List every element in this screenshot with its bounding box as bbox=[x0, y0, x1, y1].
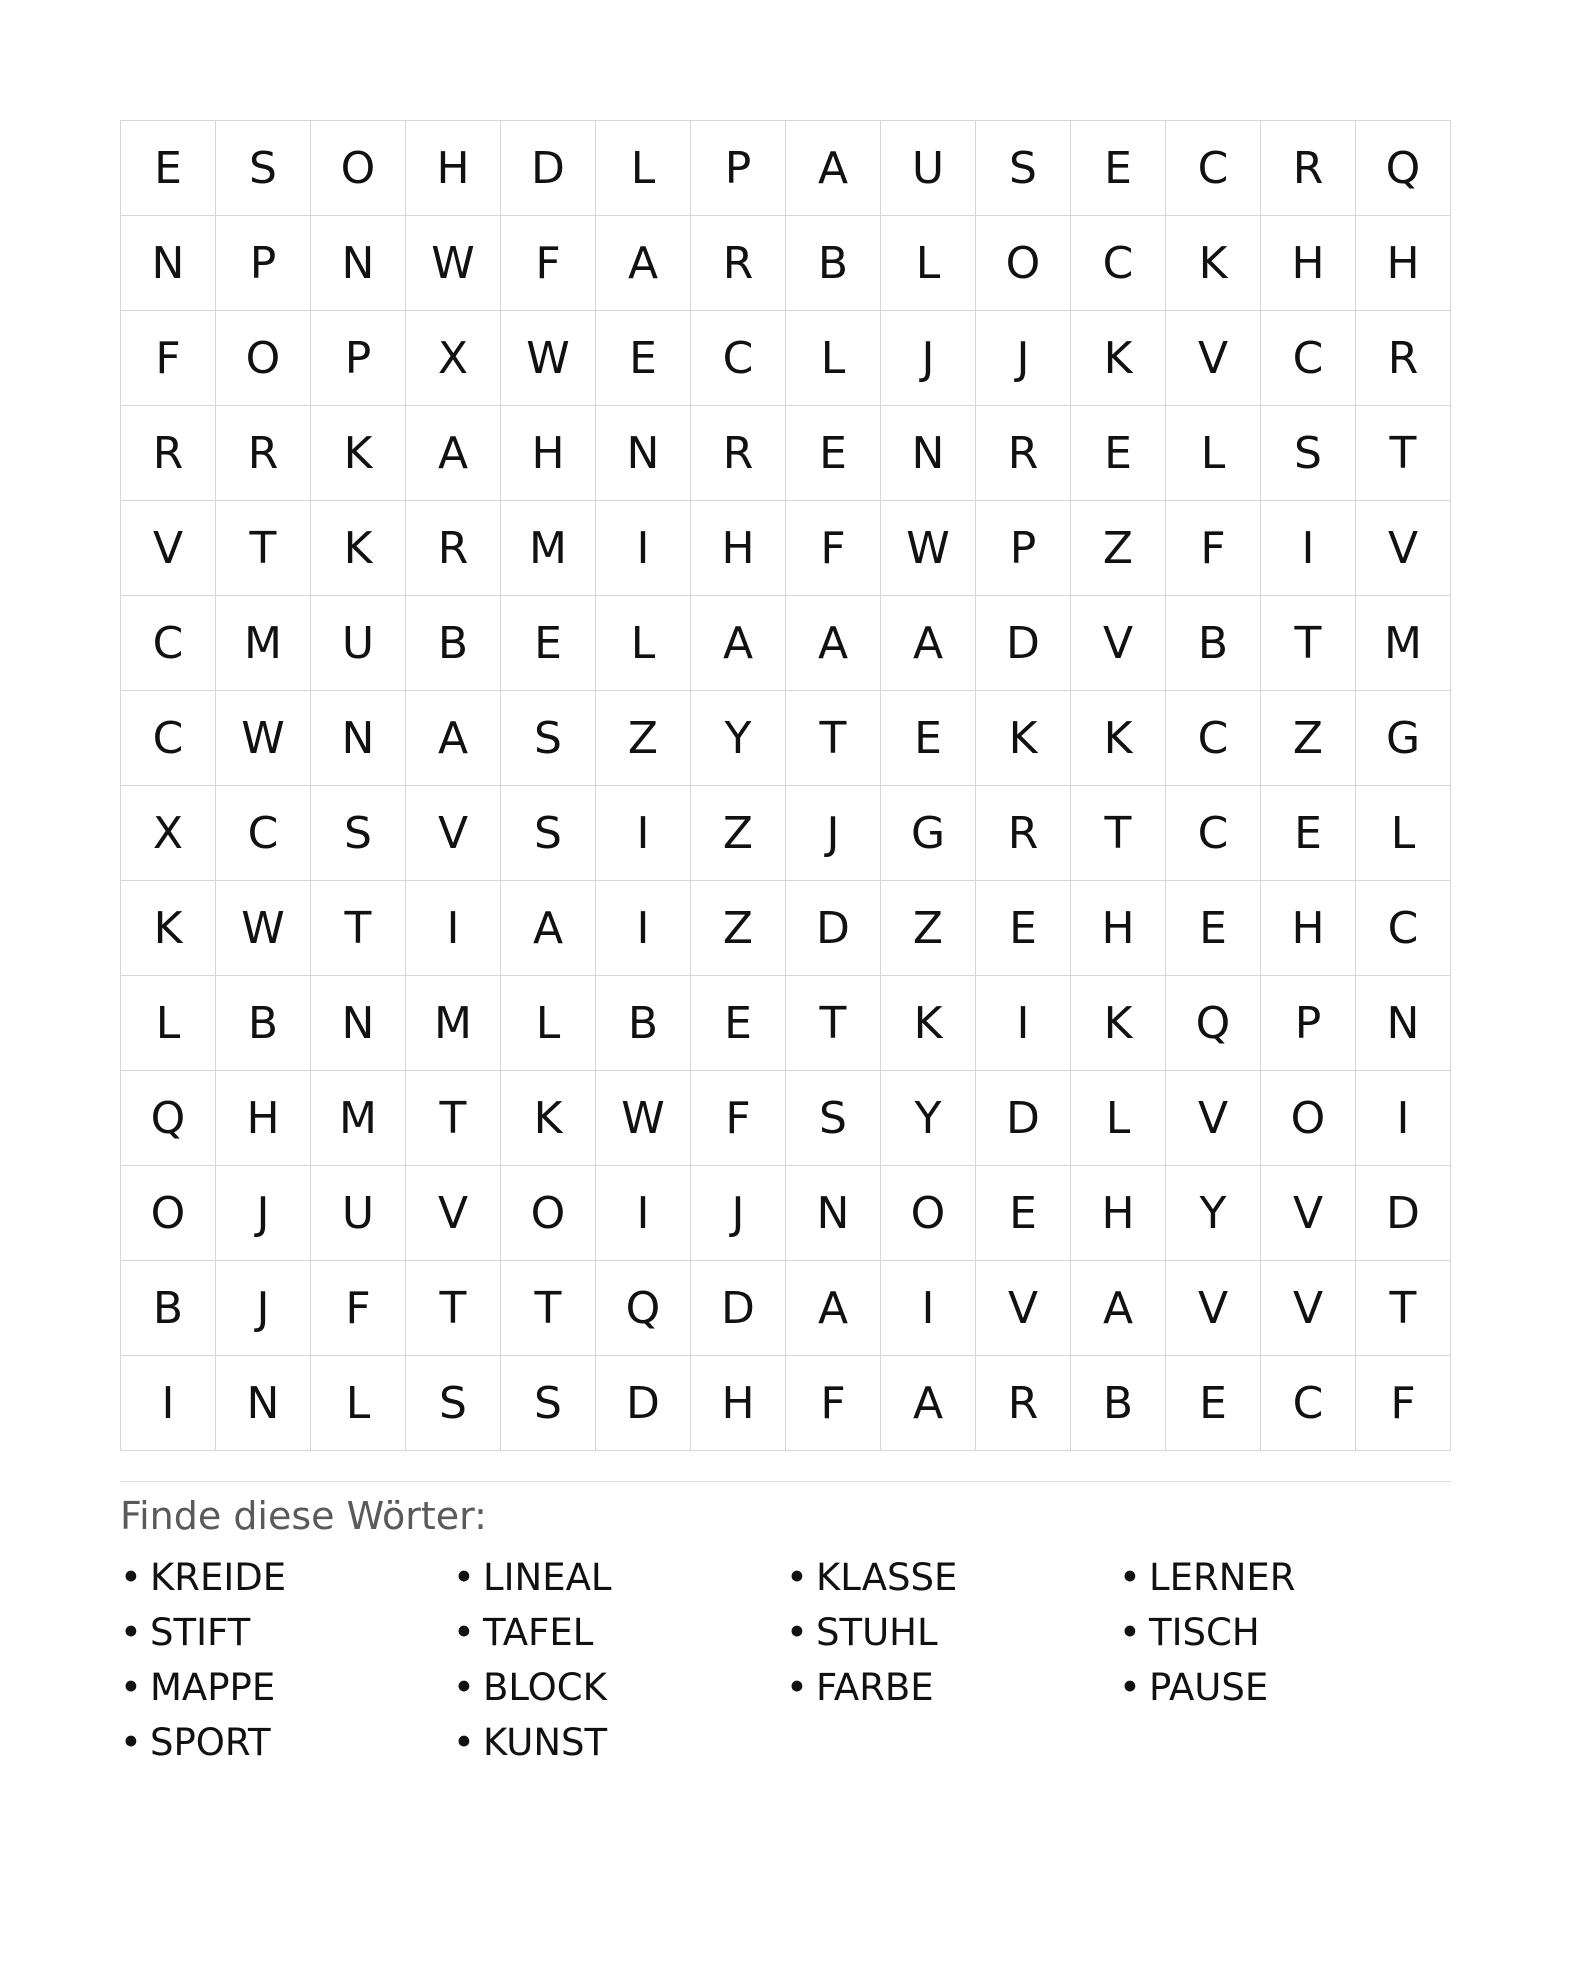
grid-cell[interactable]: A bbox=[406, 406, 501, 501]
word-search-puzzle bbox=[120, 120, 1452, 1770]
grid-cell[interactable]: S bbox=[501, 1356, 596, 1451]
grid-cell[interactable]: M bbox=[216, 596, 311, 691]
grid-cell[interactable]: Z bbox=[691, 881, 786, 976]
grid-cell[interactable]: Y bbox=[881, 1071, 976, 1166]
grid-cell[interactable]: T bbox=[501, 1261, 596, 1356]
grid-cell[interactable]: T bbox=[786, 976, 881, 1071]
grid-cell[interactable]: K bbox=[1071, 976, 1166, 1071]
grid-cell[interactable]: R bbox=[216, 406, 311, 501]
grid-cell[interactable]: R bbox=[406, 501, 501, 596]
grid-cell[interactable]: C bbox=[1356, 881, 1451, 976]
grid-cell[interactable]: J bbox=[786, 786, 881, 881]
grid-cell[interactable]: H bbox=[691, 501, 786, 596]
word-label: FARBE bbox=[816, 1666, 934, 1709]
word-label: MAPPE bbox=[150, 1666, 276, 1709]
grid-cell[interactable]: B bbox=[406, 596, 501, 691]
word-list-item bbox=[1119, 1660, 1452, 1715]
grid-cell[interactable]: V bbox=[976, 1261, 1071, 1356]
grid-cell[interactable]: L bbox=[1356, 786, 1451, 881]
grid-cell[interactable]: A bbox=[501, 881, 596, 976]
bullet-icon: • bbox=[453, 1666, 475, 1709]
grid-cell[interactable]: H bbox=[1261, 216, 1356, 311]
word-list bbox=[120, 1550, 1452, 1770]
grid-cell[interactable]: N bbox=[311, 216, 406, 311]
grid-cell[interactable]: G bbox=[1356, 691, 1451, 786]
bullet-icon: • bbox=[786, 1666, 808, 1709]
grid-cell[interactable]: A bbox=[786, 596, 881, 691]
grid-cell[interactable]: D bbox=[596, 1356, 691, 1451]
grid-cell[interactable]: P bbox=[976, 501, 1071, 596]
grid-cell[interactable]: X bbox=[121, 786, 216, 881]
grid-cell[interactable]: A bbox=[786, 1261, 881, 1356]
grid-cell[interactable]: N bbox=[1356, 976, 1451, 1071]
grid-cell[interactable]: B bbox=[1166, 596, 1261, 691]
grid-cell[interactable]: D bbox=[501, 121, 596, 216]
grid-cell[interactable]: T bbox=[786, 691, 881, 786]
grid-cell[interactable]: R bbox=[1261, 121, 1356, 216]
grid-cell[interactable]: A bbox=[881, 596, 976, 691]
grid-cell[interactable]: K bbox=[501, 1071, 596, 1166]
word-list-item bbox=[1119, 1605, 1452, 1660]
word-label: STIFT bbox=[150, 1611, 251, 1654]
word-list-item bbox=[453, 1550, 786, 1605]
grid-cell[interactable]: D bbox=[976, 1071, 1071, 1166]
grid-cell[interactable]: V bbox=[1071, 596, 1166, 691]
grid-cell[interactable]: E bbox=[786, 406, 881, 501]
grid-cell[interactable]: P bbox=[311, 311, 406, 406]
grid-cell[interactable]: F bbox=[786, 1356, 881, 1451]
word-label: PAUSE bbox=[1149, 1666, 1269, 1709]
grid-cell[interactable]: O bbox=[216, 311, 311, 406]
word-list-item bbox=[453, 1660, 786, 1715]
grid-cell[interactable]: W bbox=[216, 881, 311, 976]
grid-cell[interactable]: R bbox=[691, 406, 786, 501]
word-list-item bbox=[786, 1605, 1119, 1660]
grid-cell[interactable]: J bbox=[216, 1261, 311, 1356]
grid-cell[interactable]: M bbox=[406, 976, 501, 1071]
grid-cell[interactable]: V bbox=[1166, 1071, 1261, 1166]
word-list-heading: Finde diese Wörter: bbox=[120, 1494, 487, 1538]
grid-cell[interactable]: F bbox=[121, 311, 216, 406]
bullet-icon: • bbox=[120, 1556, 142, 1599]
grid-cell[interactable]: P bbox=[691, 121, 786, 216]
grid-cell[interactable]: L bbox=[311, 1356, 406, 1451]
word-label: BLOCK bbox=[483, 1666, 607, 1709]
grid-cell[interactable]: I bbox=[881, 1261, 976, 1356]
word-label: LINEAL bbox=[483, 1556, 612, 1599]
grid-cell[interactable]: S bbox=[786, 1071, 881, 1166]
grid-cell[interactable]: H bbox=[1261, 881, 1356, 976]
bullet-icon: • bbox=[453, 1721, 475, 1764]
word-label: TAFEL bbox=[483, 1611, 594, 1654]
grid-cell[interactable]: R bbox=[976, 406, 1071, 501]
grid-cell[interactable]: E bbox=[976, 881, 1071, 976]
word-list-item bbox=[120, 1715, 453, 1770]
grid-cell[interactable]: K bbox=[311, 406, 406, 501]
grid-cell[interactable]: L bbox=[596, 121, 691, 216]
grid-cell[interactable]: H bbox=[691, 1356, 786, 1451]
grid-cell[interactable]: Q bbox=[1166, 976, 1261, 1071]
grid-cell[interactable]: O bbox=[881, 1166, 976, 1261]
bullet-icon: • bbox=[120, 1666, 142, 1709]
grid-cell[interactable]: S bbox=[501, 786, 596, 881]
grid-cell[interactable]: U bbox=[311, 596, 406, 691]
bullet-icon: • bbox=[786, 1611, 808, 1654]
grid-cell[interactable]: Z bbox=[691, 786, 786, 881]
grid-cell[interactable]: W bbox=[501, 311, 596, 406]
grid-cell[interactable]: N bbox=[881, 406, 976, 501]
grid-cell[interactable]: R bbox=[691, 216, 786, 311]
grid-cell[interactable]: L bbox=[1071, 1071, 1166, 1166]
grid-cell[interactable]: M bbox=[1356, 596, 1451, 691]
grid-cell[interactable]: E bbox=[881, 691, 976, 786]
grid-cell[interactable]: T bbox=[311, 881, 406, 976]
grid-cell[interactable]: Y bbox=[691, 691, 786, 786]
grid-cell[interactable]: S bbox=[976, 121, 1071, 216]
grid-cell[interactable]: S bbox=[311, 786, 406, 881]
word-list-item bbox=[120, 1660, 453, 1715]
divider bbox=[120, 1481, 1451, 1482]
grid-cell[interactable]: K bbox=[1071, 311, 1166, 406]
grid-cell[interactable]: B bbox=[596, 976, 691, 1071]
grid-cell[interactable]: A bbox=[786, 121, 881, 216]
grid-cell[interactable]: L bbox=[121, 976, 216, 1071]
grid-cell[interactable]: Q bbox=[121, 1071, 216, 1166]
grid-cell[interactable]: C bbox=[1166, 786, 1261, 881]
grid-cell[interactable]: O bbox=[501, 1166, 596, 1261]
grid-cell[interactable]: F bbox=[786, 501, 881, 596]
grid-cell[interactable]: L bbox=[501, 976, 596, 1071]
grid-cell[interactable]: Z bbox=[881, 881, 976, 976]
grid-cell[interactable]: E bbox=[1071, 121, 1166, 216]
grid-cell[interactable]: C bbox=[216, 786, 311, 881]
word-list-item bbox=[786, 1660, 1119, 1715]
bullet-icon: • bbox=[453, 1611, 475, 1654]
bullet-icon: • bbox=[453, 1556, 475, 1599]
grid-cell[interactable]: V bbox=[1166, 1261, 1261, 1356]
grid-cell[interactable]: C bbox=[1071, 216, 1166, 311]
grid-cell[interactable]: F bbox=[691, 1071, 786, 1166]
grid-cell[interactable]: K bbox=[121, 881, 216, 976]
grid-cell[interactable]: V bbox=[1356, 501, 1451, 596]
grid-cell[interactable]: R bbox=[121, 406, 216, 501]
word-list-item bbox=[453, 1605, 786, 1660]
word-label: KUNST bbox=[483, 1721, 608, 1764]
word-list-item bbox=[120, 1550, 453, 1605]
grid-cell[interactable]: C bbox=[1166, 121, 1261, 216]
grid-cell[interactable]: I bbox=[596, 1166, 691, 1261]
grid-cell[interactable]: H bbox=[1356, 216, 1451, 311]
grid-cell[interactable]: E bbox=[596, 311, 691, 406]
grid-cell[interactable]: H bbox=[501, 406, 596, 501]
grid-cell[interactable]: B bbox=[121, 1261, 216, 1356]
word-label: TISCH bbox=[1149, 1611, 1260, 1654]
word-label: SPORT bbox=[150, 1721, 271, 1764]
grid-cell[interactable]: T bbox=[406, 1071, 501, 1166]
grid-cell[interactable]: N bbox=[216, 1356, 311, 1451]
grid-cell[interactable]: M bbox=[311, 1071, 406, 1166]
grid-cell[interactable]: H bbox=[1071, 881, 1166, 976]
grid-cell[interactable]: S bbox=[1261, 406, 1356, 501]
grid-cell[interactable]: S bbox=[216, 121, 311, 216]
grid-cell[interactable]: E bbox=[501, 596, 596, 691]
grid-cell[interactable]: D bbox=[786, 881, 881, 976]
grid-cell[interactable]: Z bbox=[596, 691, 691, 786]
grid-cell[interactable]: O bbox=[976, 216, 1071, 311]
grid-cell[interactable]: P bbox=[216, 216, 311, 311]
grid-cell[interactable]: O bbox=[121, 1166, 216, 1261]
grid-cell[interactable]: F bbox=[311, 1261, 406, 1356]
bullet-icon: • bbox=[786, 1556, 808, 1599]
grid-cell[interactable]: N bbox=[121, 216, 216, 311]
grid-cell[interactable]: H bbox=[406, 121, 501, 216]
grid-cell[interactable]: E bbox=[1261, 786, 1356, 881]
letter-grid bbox=[120, 120, 1451, 1451]
grid-cell[interactable]: I bbox=[121, 1356, 216, 1451]
grid-cell[interactable]: E bbox=[121, 121, 216, 216]
grid-cell[interactable]: L bbox=[786, 311, 881, 406]
word-label: STUHL bbox=[816, 1611, 938, 1654]
grid-cell[interactable]: I bbox=[1356, 1071, 1451, 1166]
grid-cell[interactable]: P bbox=[1261, 976, 1356, 1071]
grid-cell[interactable]: Z bbox=[1261, 691, 1356, 786]
grid-cell[interactable]: K bbox=[1071, 691, 1166, 786]
bullet-icon: • bbox=[120, 1721, 142, 1764]
grid-cell[interactable]: B bbox=[786, 216, 881, 311]
grid-cell[interactable]: N bbox=[596, 406, 691, 501]
grid-cell[interactable]: T bbox=[1356, 406, 1451, 501]
grid-cell[interactable]: V bbox=[406, 1166, 501, 1261]
grid-cell[interactable]: W bbox=[216, 691, 311, 786]
grid-cell[interactable]: I bbox=[976, 976, 1071, 1071]
grid-cell[interactable]: B bbox=[1071, 1356, 1166, 1451]
grid-cell[interactable]: S bbox=[406, 1356, 501, 1451]
grid-cell[interactable]: V bbox=[1261, 1261, 1356, 1356]
grid-cell[interactable]: A bbox=[596, 216, 691, 311]
grid-cell[interactable]: B bbox=[216, 976, 311, 1071]
grid-cell[interactable]: K bbox=[976, 691, 1071, 786]
grid-cell[interactable]: E bbox=[976, 1166, 1071, 1261]
grid-cell[interactable]: J bbox=[881, 311, 976, 406]
grid-cell[interactable]: F bbox=[501, 216, 596, 311]
grid-cell[interactable]: N bbox=[311, 976, 406, 1071]
word-list-item bbox=[453, 1715, 786, 1770]
grid-cell[interactable]: X bbox=[406, 311, 501, 406]
bullet-icon: • bbox=[1119, 1611, 1141, 1654]
grid-cell[interactable]: E bbox=[691, 976, 786, 1071]
grid-cell[interactable]: C bbox=[121, 596, 216, 691]
grid-cell[interactable]: D bbox=[1356, 1166, 1451, 1261]
grid-cell[interactable]: I bbox=[406, 881, 501, 976]
grid-cell[interactable]: E bbox=[1166, 1356, 1261, 1451]
grid-cell[interactable]: C bbox=[1261, 311, 1356, 406]
grid-cell[interactable]: T bbox=[406, 1261, 501, 1356]
grid-cell[interactable]: L bbox=[1166, 406, 1261, 501]
word-list-item bbox=[1119, 1550, 1452, 1605]
grid-cell[interactable]: D bbox=[976, 596, 1071, 691]
grid-cell[interactable]: E bbox=[1071, 406, 1166, 501]
grid-cell[interactable]: W bbox=[406, 216, 501, 311]
grid-cell[interactable]: I bbox=[596, 881, 691, 976]
grid-cell[interactable]: K bbox=[311, 501, 406, 596]
word-list-item bbox=[120, 1605, 453, 1660]
word-label: LERNER bbox=[1149, 1556, 1296, 1599]
grid-cell[interactable]: N bbox=[786, 1166, 881, 1261]
grid-cell[interactable]: C bbox=[691, 311, 786, 406]
grid-cell[interactable]: I bbox=[1261, 501, 1356, 596]
bullet-icon: • bbox=[1119, 1556, 1141, 1599]
grid-cell[interactable]: K bbox=[881, 976, 976, 1071]
grid-cell[interactable]: T bbox=[1261, 596, 1356, 691]
grid-cell[interactable]: E bbox=[1166, 881, 1261, 976]
grid-cell[interactable]: Y bbox=[1166, 1166, 1261, 1261]
bullet-icon: • bbox=[1119, 1666, 1141, 1709]
grid-cell[interactable]: A bbox=[691, 596, 786, 691]
grid-cell[interactable]: H bbox=[1071, 1166, 1166, 1261]
grid-cell[interactable]: M bbox=[501, 501, 596, 596]
bullet-icon: • bbox=[120, 1611, 142, 1654]
grid-cell[interactable]: A bbox=[1071, 1261, 1166, 1356]
grid-cell[interactable]: I bbox=[596, 501, 691, 596]
grid-cell[interactable]: T bbox=[216, 501, 311, 596]
grid-cell[interactable]: K bbox=[1166, 216, 1261, 311]
grid-cell[interactable]: J bbox=[976, 311, 1071, 406]
grid-cell[interactable]: O bbox=[1261, 1071, 1356, 1166]
grid-cell[interactable]: U bbox=[881, 121, 976, 216]
word-label: KLASSE bbox=[816, 1556, 958, 1599]
word-label: KREIDE bbox=[150, 1556, 287, 1599]
grid-cell[interactable]: S bbox=[501, 691, 596, 786]
grid-cell[interactable]: R bbox=[1356, 311, 1451, 406]
grid-cell[interactable]: Q bbox=[596, 1261, 691, 1356]
grid-cell[interactable]: A bbox=[881, 1356, 976, 1451]
grid-cell[interactable]: V bbox=[406, 786, 501, 881]
grid-cell[interactable]: C bbox=[1261, 1356, 1356, 1451]
grid-cell[interactable]: D bbox=[691, 1261, 786, 1356]
grid-cell[interactable]: J bbox=[691, 1166, 786, 1261]
grid-cell[interactable]: H bbox=[216, 1071, 311, 1166]
grid-cell[interactable]: Z bbox=[1071, 501, 1166, 596]
grid-cell[interactable]: W bbox=[881, 501, 976, 596]
grid-cell[interactable]: G bbox=[881, 786, 976, 881]
grid-cell[interactable]: L bbox=[596, 596, 691, 691]
grid-cell[interactable]: I bbox=[596, 786, 691, 881]
grid-cell[interactable]: C bbox=[121, 691, 216, 786]
grid-cell[interactable]: C bbox=[1166, 691, 1261, 786]
grid-cell[interactable]: O bbox=[311, 121, 406, 216]
grid-cell[interactable]: J bbox=[216, 1166, 311, 1261]
grid-cell[interactable]: T bbox=[1356, 1261, 1451, 1356]
grid-cell[interactable]: L bbox=[881, 216, 976, 311]
grid-cell[interactable]: R bbox=[976, 786, 1071, 881]
grid-cell[interactable]: N bbox=[311, 691, 406, 786]
grid-cell[interactable]: R bbox=[976, 1356, 1071, 1451]
grid-cell[interactable]: A bbox=[406, 691, 501, 786]
grid-cell[interactable]: W bbox=[596, 1071, 691, 1166]
grid-cell[interactable]: Q bbox=[1356, 121, 1451, 216]
word-list-item bbox=[786, 1550, 1119, 1605]
grid-cell[interactable]: V bbox=[121, 501, 216, 596]
grid-cell[interactable]: T bbox=[1071, 786, 1166, 881]
grid-cell[interactable]: F bbox=[1356, 1356, 1451, 1451]
grid-cell[interactable]: V bbox=[1166, 311, 1261, 406]
grid-cell[interactable]: U bbox=[311, 1166, 406, 1261]
grid-cell[interactable]: F bbox=[1166, 501, 1261, 596]
grid-cell[interactable]: V bbox=[1261, 1166, 1356, 1261]
